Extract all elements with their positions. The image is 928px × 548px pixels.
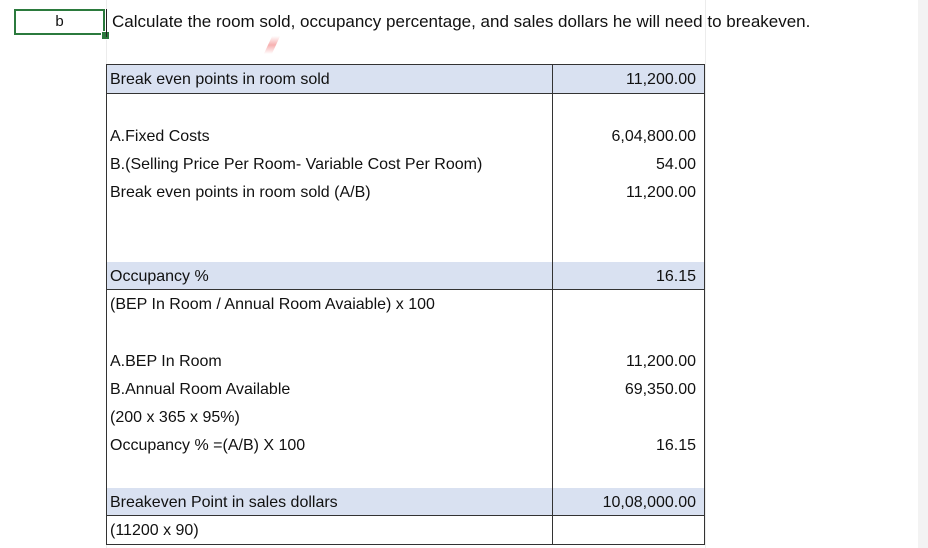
window-edge bbox=[918, 0, 928, 548]
red-mark-artifact bbox=[264, 36, 280, 54]
row-value: 6,04,800.00 bbox=[611, 128, 696, 145]
row-value: 69,350.00 bbox=[624, 381, 696, 398]
table-row bbox=[107, 489, 704, 517]
row-label: (BEP In Room / Annual Room Avaiable) x 100 bbox=[110, 296, 435, 313]
row-value: 54.00 bbox=[655, 156, 696, 173]
table-row bbox=[107, 66, 704, 94]
row-label: B.(Selling Price Per Room- Variable Cost Per Room) bbox=[110, 156, 483, 173]
row-label: Occupancy % bbox=[110, 268, 209, 285]
cell-border bbox=[106, 9, 107, 37]
table-row bbox=[107, 348, 704, 376]
table-row bbox=[107, 263, 704, 291]
breakeven-table bbox=[106, 64, 705, 545]
table-row bbox=[107, 123, 704, 151]
table-row bbox=[107, 404, 704, 432]
row-value: 11,200.00 bbox=[626, 353, 696, 370]
table-row bbox=[107, 432, 704, 460]
selected-cell-b[interactable] bbox=[14, 9, 105, 35]
row-value: 11,200.00 bbox=[626, 184, 696, 201]
row-label: A.BEP In Room bbox=[110, 353, 222, 370]
row-label: Breakeven Point in sales dollars bbox=[110, 494, 338, 511]
table-row bbox=[107, 376, 704, 404]
row-label: (11200 x 90) bbox=[110, 522, 199, 539]
question-heading: Calculate the room sold, occupancy percentage, and sales dollars he will need to breakeven. bbox=[112, 12, 811, 31]
row-value: 16.15 bbox=[655, 437, 696, 454]
gridline bbox=[705, 0, 706, 548]
table-row bbox=[107, 151, 704, 179]
row-value: 10,08,000.00 bbox=[602, 494, 696, 511]
row-label: Break even points in room sold (A/B) bbox=[110, 184, 371, 201]
table-row bbox=[107, 179, 704, 207]
row-label: (200 x 365 x 95%) bbox=[110, 409, 240, 426]
row-label: Occupancy % =(A/B) X 100 bbox=[110, 437, 306, 454]
table-row bbox=[107, 291, 704, 319]
row-value: 11,200.00 bbox=[626, 71, 696, 88]
table-row bbox=[107, 517, 704, 545]
row-label: B.Annual Room Available bbox=[110, 381, 291, 398]
row-label: Break even points in room sold bbox=[110, 71, 330, 88]
row-label: A.Fixed Costs bbox=[110, 128, 210, 145]
row-value: 16.15 bbox=[655, 268, 696, 285]
cell-b-text: b bbox=[55, 13, 64, 30]
